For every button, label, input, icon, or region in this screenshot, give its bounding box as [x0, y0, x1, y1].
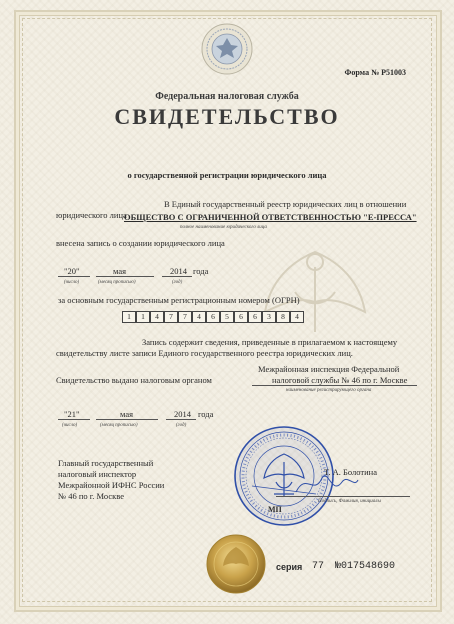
date2-caption-year: (год): [176, 423, 187, 428]
company-caption: полное наименование юридического лица: [180, 225, 267, 230]
issued-by-label: Свидетельство выдано налоговым органом: [56, 375, 212, 385]
signer-line-3: Межрайонной ИФНС России: [58, 480, 165, 490]
ogrn-digit: 7: [178, 311, 192, 323]
statement-line-1: Запись содержит сведения, приведенные в прилагаемом к настоящему: [142, 337, 398, 347]
date1-caption-year: (год): [172, 280, 183, 285]
ogrn-digit: 4: [150, 311, 164, 323]
signer-name: Т. А. Болотина: [324, 467, 377, 477]
series-number: 77: [312, 561, 325, 572]
signature-caption: Подпись, Фамилия, инициалы: [318, 499, 381, 504]
issued-by-caption: наименование регистрирующего органа: [286, 388, 372, 393]
ogrn-label: за основным государственным регистрационным номером (ОГРН): [58, 295, 300, 305]
date1-day-line: [58, 276, 90, 277]
ogrn-digit: 7: [164, 311, 178, 323]
date2-year-line: [166, 419, 196, 420]
ogrn-digit: 5: [220, 311, 234, 323]
signer-line-4: № 46 по г. Москве: [58, 491, 125, 501]
date1-year-word: года: [193, 266, 209, 276]
ogrn-digit: 4: [192, 311, 206, 323]
date1-year-line: [162, 276, 192, 277]
form-number: Форма № Р51003: [344, 68, 406, 77]
ogrn-digit: 4: [290, 311, 304, 323]
series-label: серия: [276, 562, 303, 572]
signer-line-1: Главный государственный: [58, 458, 154, 468]
issued-by-line-2: налоговой службы № 46 по г. Москве: [272, 375, 408, 385]
date2-month: мая: [120, 409, 134, 419]
intro-line-1: В Единый государственный реестр юридических лиц в отношении: [164, 199, 407, 209]
statement-line-2: свидетельству листе записи Единого государственного реестра юридических лиц.: [56, 348, 353, 358]
date2-year: 2014: [174, 409, 191, 419]
ogrn-digit: 8: [276, 311, 290, 323]
agency-name: Федеральная налоговая служба: [155, 91, 299, 102]
date2-caption-month: (месяц прописью): [100, 423, 138, 428]
ogrn-digit: 3: [262, 311, 276, 323]
issued-by-line-1: Межрайонная инспекция Федеральной: [258, 364, 400, 374]
stamp-label: МП: [268, 505, 282, 514]
date2-year-word: года: [198, 409, 214, 419]
date1-day: "20": [64, 266, 80, 276]
ogrn-digit: 6: [234, 311, 248, 323]
emblem-icon: [200, 22, 254, 76]
ogrn-digit: 6: [248, 311, 262, 323]
record-text: внесена запись о создании юридического лица: [56, 238, 225, 248]
watermark-eagle-icon: [250, 232, 380, 352]
date2-day-line: [58, 419, 90, 420]
signature-line: [276, 496, 410, 497]
date2-day: "21": [64, 409, 80, 419]
issued-by-line: [252, 385, 417, 386]
serial-number: №017548690: [335, 561, 396, 572]
date2-month-line: [96, 419, 158, 420]
hologram-icon: [205, 533, 267, 595]
company-name: ОБЩЕСТВО С ОГРАНИЧЕННОЙ ОТВЕТСТВЕННОСТЬЮ "Е-ПРЕССА": [124, 212, 417, 222]
page-title: СВИДЕТЕЛЬСТВО: [114, 104, 340, 129]
ogrn-digit: 1: [122, 311, 136, 323]
date2-caption-day: (число): [62, 423, 78, 428]
subtitle: о государственной регистрации юридического лица: [127, 170, 327, 180]
date1-month: мая: [113, 266, 127, 276]
intro-line-2: юридического лица: [56, 210, 127, 220]
date1-caption-month: (месяц прописью): [98, 280, 136, 285]
date1-caption-day: (число): [64, 280, 80, 285]
signer-line-2: налоговый инспектор: [58, 469, 137, 479]
date1-month-line: [96, 276, 154, 277]
ogrn-digit: 6: [206, 311, 220, 323]
date1-year: 2014: [170, 266, 187, 276]
ogrn-digit: 1: [136, 311, 150, 323]
